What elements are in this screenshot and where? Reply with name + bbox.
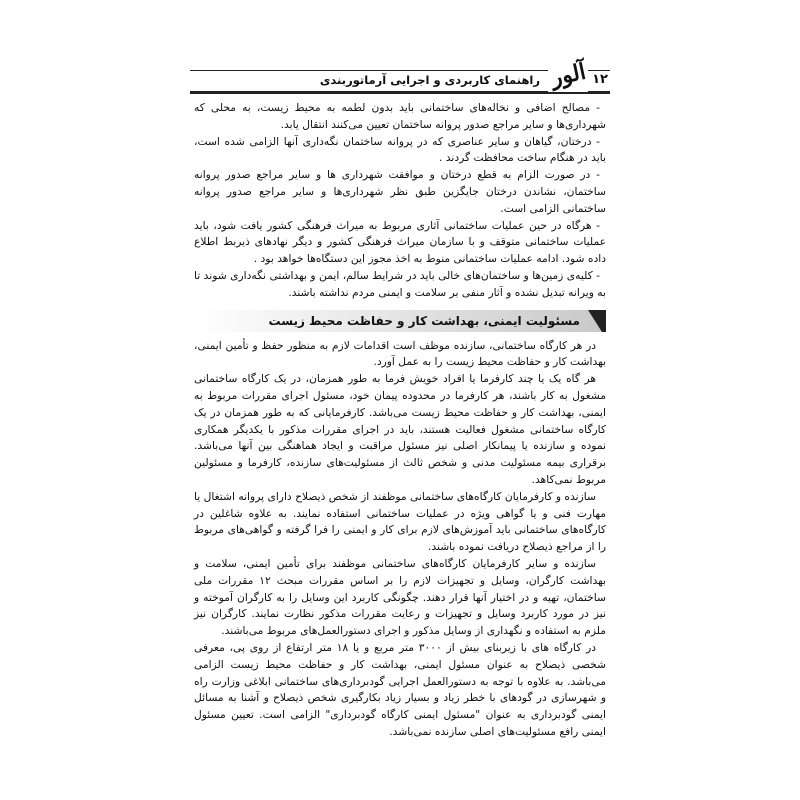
heading-marker [588,310,602,332]
paragraph: سازنده و سایر کارفرمایان کارگاه‌های ساختمانی موظفند برای تأمین ایمنی، سلامت و بهداشت کارگران، وسایل و تجهیزات لازم را بر اساس مقررات مبحث ۱۲ مقررات ملی ساختمان، تهیه و در اختیار آنها قرار دهند. چگونگی کاربرد این وسایل را به کارگران آموخته و نیز در مورد کاربرد وسایل و تجهیزات و رعایت مقررات مذکور نظارت نمایند. کارگران نیز ملزم به استفاده و نگهداری از وسایل مذکور و اجرای دستورالعمل‌های مربوط می‌باشند. [194,556,607,638]
page-body [194,100,606,741]
running-title: راهنمای کاربردی و اجرایی آرماتوربندی [319,73,540,87]
section-heading [194,310,606,332]
bullet-item: - کلیه‌ی زمین‌ها و ساختمان‌های خالی باید در شرایط سالم، ایمن و بهداشتی نگه‌داری شوند تا به ویرانه تبدیل نشده و آثار منفی بر سلامت و ایمنی مردم نداشته باشند. [194,268,606,299]
bullet-item: - مصالح اضافی و نخاله‌های ساختمانی باید بدون لطمه به محیط زیست، به محلی که شهرداری‌ها و سایر مراجع صدور پروانه ساختمان تعیین می‌کنند انتقال یابد. [194,101,606,131]
bullet-item: - در صورت الزام به قطع درختان و موافقت شهرداری ها و سایر مراجع صدور پروانه ساختمان، نشاندن درختان جایگزین طبق نظر شهرداری‌ها و سایر مراجع صدور پروانه ساختمانی الزامی است. [194,168,606,215]
section-title: مسئولیت ایمنی، بهداشت کار و حفاظت محیط زیست [268,313,580,328]
paragraph: سازنده و کارفرمایان کارگاه‌های ساختمانی موظفند از شخص ذیصلاح دارای پروانه اشتغال یا مهارت فنی و یا گواهی ویژه در عملیات ساختمانی استفاده نمایند. به علاوه شاغلین در کارگاه‌های ساختمانی باید آموزش‌های لازم برای کار و ایمنی را فرا گرفته و گواهی‌های مربوط را از مراجع ذیصلاح دریافت نموده باشند. [194,489,606,554]
page-number: ۱۲ [592,72,608,87]
paragraph: هر گاه یک یا چند کارفرما یا افراد خویش فرما به طور همزمان، در یک کارگاه ساختمانی مشغول به کار باشند، هر کارفرما در محدوده پیمان خود، مسئول اجرای مقررات مربوط به ایمنی، بهداشت کار و حفاظت محیط زیست می‌باشد. کارفرمایانی که به طور همزمان در یک کارگاه ساختمانی مشغول فعالیت هستند، باید در اجرای مقررات مذکور با یکدیگر همکاری نموده و سازنده یا پیمانکار اصلی نیز مسئول مراقبت و ایجاد هماهنگی بین آنها می‌باشد. برقراری بیمه مسئولیت مدنی و شخص ثالث از مسئولیت‌های سازنده، کارفرما و مسئولین مربوط نمی‌کاهد. [194,372,606,486]
page-header [190,58,610,92]
paragraph: در کارگاه های با زیربنای بیش از ۳۰۰۰ متر مربع و یا ۱۸ متر ارتفاع از روی پی، معرفی شخصی ذیصلاح به عنوان مسئول ایمنی، بهداشت کار و حفاظت محیط زیست الزامی می‌باشد. به علاوه با توجه به دستورالعمل اجرایی گودبرداری‌های ساختمانی ابلاغی وزارت راه و شهرسازی در گودهای با خطر زیاد و بسیار زیاد بکارگیری شخص ذیصلاح و آشنا به مسائل ایمنی گودبرداری به عنوان "مسئول ایمنی کارگاه گودبرداری" الزامی است. تعیین مسئول ایمنی رافع مسئولیت‌های اصلی سازنده نمی‌باشد. [194,640,606,738]
paragraph: در هر کارگاه ساختمانی، سازنده موظف است اقدامات لازم به منظور حفظ و تأمین ایمنی، بهداشت کار و حفاظت محیط زیست را به عمل آورد. [194,338,606,369]
bullet-item: - درختان، گیاهان و سایر عناصری که در پروانه ساختمان نگه‌داری آنها الزامی شده است، باید در هنگام ساخت محافظت گردند . [194,134,606,165]
book-logo [548,58,588,92]
bullet-item: - هرگاه در حین عملیات ساختمانی آثاری مربوط به میراث فرهنگی کشور یافت شود، باید عملیات ساختمانی متوقف و با سازمان میراث فرهنگی کشور و دیگر نهادهای ذیربط اطلاع داده شود. ادامه عملیات ساختمانی منوط به اخذ مجوز این دستگاه‌ها خواهد بود . [194,218,606,266]
logo-text: آلور [548,58,588,92]
